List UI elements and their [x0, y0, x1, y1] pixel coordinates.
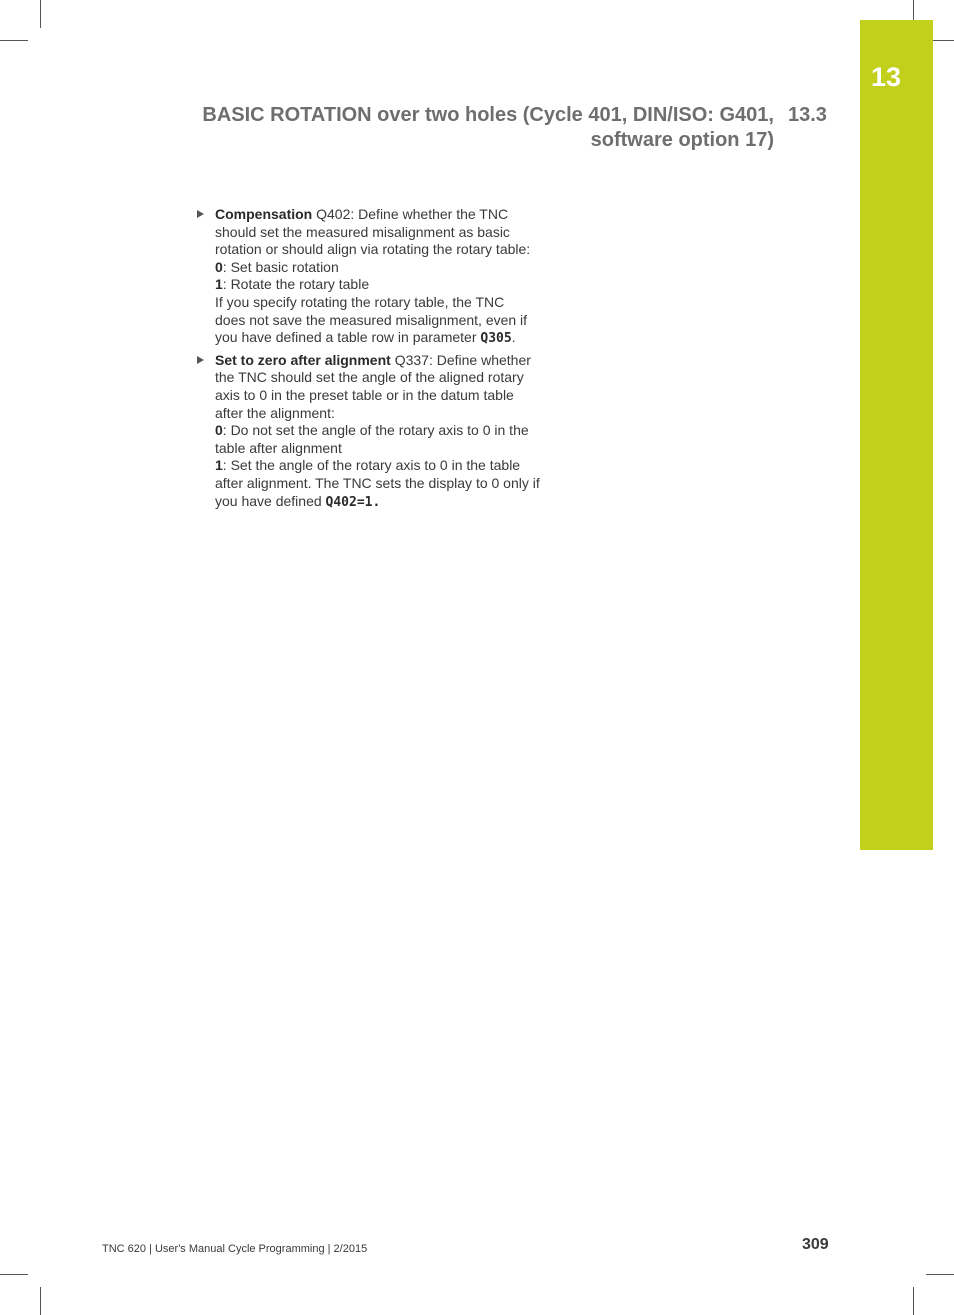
crop-mark: [40, 0, 41, 28]
parameter-list: [195, 206, 560, 515]
item-line: [215, 206, 560, 224]
item-line: [215, 259, 560, 277]
option-text: : Do not set the angle of the rotary axis to 0 in the: [222, 422, 529, 439]
item-line: [215, 493, 560, 512]
option-key: 0: [215, 258, 223, 275]
item-line: [215, 422, 560, 440]
crop-mark: [0, 1274, 28, 1275]
option-key: 0: [215, 422, 223, 439]
option-text: : Set basic rotation: [222, 258, 339, 275]
chapter-number: 13: [870, 62, 902, 92]
page-title-line-1: BASIC ROTATION over two holes (Cycle 401, DIN/ISO: G401,: [202, 104, 774, 126]
chapter-tab: [860, 20, 933, 850]
parameter-code: Q402=1.: [325, 494, 381, 510]
list-item: [195, 206, 560, 348]
page-number: 309: [802, 1236, 829, 1253]
item-line: rotation or should align via rotating the rotary table:: [215, 241, 531, 258]
page-title-line-2: software option 17): [590, 129, 774, 151]
option-text: : Rotate the rotary table: [222, 276, 370, 293]
bullet-arrow-icon: [197, 356, 204, 364]
item-line: after alignment. The TNC sets the display to 0 only if: [215, 474, 540, 491]
option-key: 1: [215, 276, 223, 293]
item-term: Compensation: [215, 206, 313, 222]
parameter-code: Q305: [480, 331, 512, 347]
item-line: axis to 0 in the preset table or in the datum table: [215, 386, 514, 403]
section-number: 13.3: [788, 104, 827, 126]
option-text: : Set the angle of the rotary axis to 0 in the table: [222, 457, 521, 474]
crop-mark: [913, 1287, 914, 1315]
item-text: Q402: Define whether the TNC: [312, 206, 509, 222]
item-line: [215, 352, 560, 370]
item-line: does not save the measured misalignment, even if: [215, 311, 528, 328]
item-line: If you specify rotating the rotary table, the TNC: [215, 293, 505, 310]
item-line: table after alignment: [215, 439, 342, 456]
footer-text: TNC 620 | User's Manual Cycle Programming | 2/2015: [102, 1243, 368, 1255]
item-text: you have defined a table row in parameter: [215, 329, 481, 346]
item-line: after the alignment:: [215, 404, 335, 421]
item-text: Q337: Define whether: [390, 351, 531, 368]
option-key: 1: [215, 457, 223, 474]
page-title: [150, 103, 774, 153]
item-term: Set to zero after alignment: [215, 351, 391, 368]
item-line: should set the measured misalignment as basic: [215, 223, 510, 240]
bullet-arrow-icon: [197, 210, 204, 218]
crop-mark: [0, 40, 28, 41]
crop-mark: [40, 1287, 41, 1315]
item-line: [215, 276, 560, 294]
item-text: you have defined: [215, 492, 326, 509]
item-text: .: [511, 329, 516, 346]
item-line: [215, 329, 560, 348]
crop-mark: [926, 1274, 954, 1275]
item-line: the TNC should set the angle of the aligned rotary: [215, 369, 524, 386]
list-item: [195, 352, 560, 511]
item-line: [215, 457, 560, 475]
